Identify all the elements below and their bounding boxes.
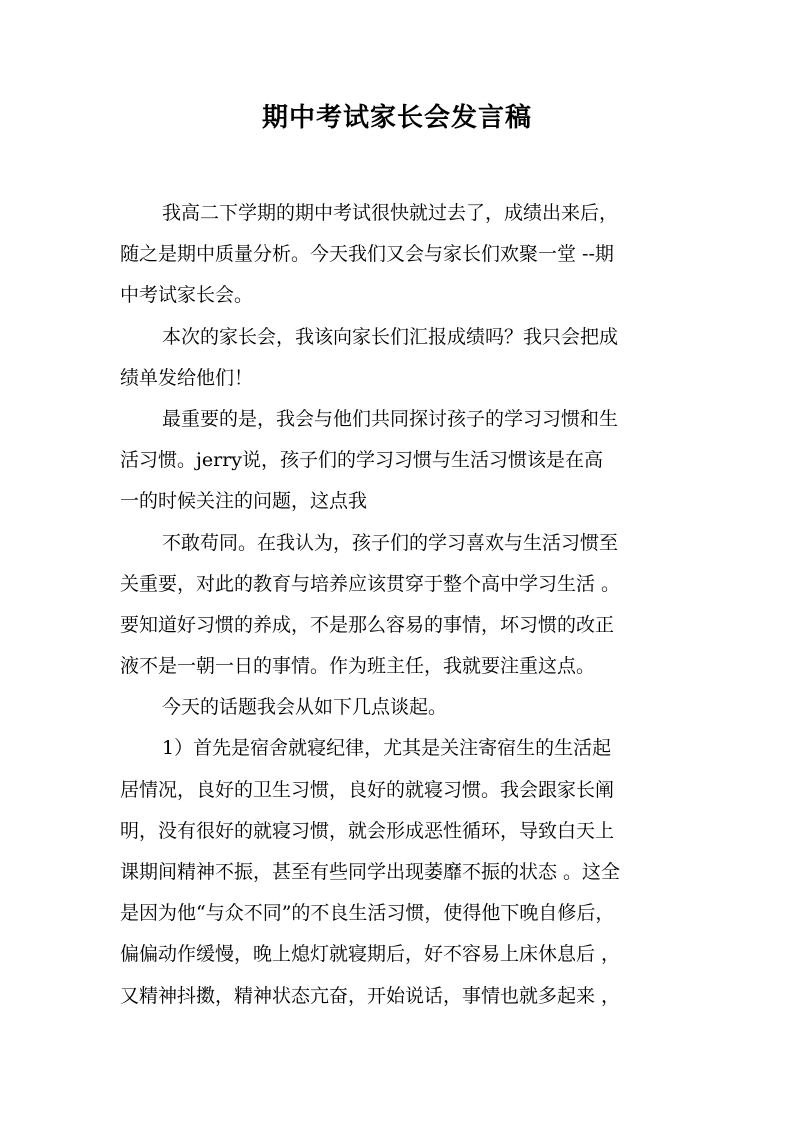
body-line: 液不是一朝一日的事情。作为班主任，我就要注重这点。 [120,655,596,678]
body-line: 要知道好习惯的养成，不是那么容易的事情，坏习惯的改正 [120,613,615,636]
body-line: 是因为他“与众不同”的不良生活习惯，使得他下晚自修后， [120,902,615,925]
body-line: 活习惯。jerry说，孩子们的学习习惯与生活习惯该是在高 [120,449,604,472]
body-line: 绩单发给他们！ [120,366,254,389]
document-title: 期中考试家长会发言稿 [261,103,532,133]
body-line: 今天的话题我会从如下几点谈起。 [162,696,448,719]
body-line: 一的时候关注的问题，这点我 [120,490,368,513]
document-body [120,193,670,1017]
body-line: 中考试家长会。 [120,284,254,307]
body-line: 不敢苟同。在我认为，孩子们的学习喜欢与生活习惯至 [162,531,619,554]
body-line: 居情况，良好的卫生习惯，良好的就寝习惯。我会跟家长阐 [120,778,615,801]
body-line: 明，没有很好的就寝习惯，就会形成恶性循环，导致白天上 [120,819,615,842]
body-line: 关重要，对此的教育与培养应该贯穿于整个高中学习生活 。 [120,572,621,595]
body-line: 随之是期中质量分析。今天我们又会与家长们欢聚一堂 --期 [120,243,614,266]
body-line: 本次的家长会，我该向家长们汇报成绩吗？我只会把成 [162,325,619,348]
body-line: 课期间精神不振，甚至有些同学出现萎靡不振的状态 。这全 [120,861,621,883]
body-line: 最重要的是，我会与他们共同探讨孩子的学习习惯和生 [162,407,619,430]
body-line: 我高二下学期的期中考试很快就过去了，成绩出来后， [162,202,619,224]
body-line: 又精神抖擞，精神状态亢奋，开始说话，事情也就多起来 ， [120,984,621,1007]
body-line: 偏偏动作缓慢，晚上熄灯就寝期后，好不容易上床休息后 ， [120,943,621,966]
body-line: 1）首先是宿舍就寝纪律，尤其是关注寄宿生的生活起 [162,737,612,760]
